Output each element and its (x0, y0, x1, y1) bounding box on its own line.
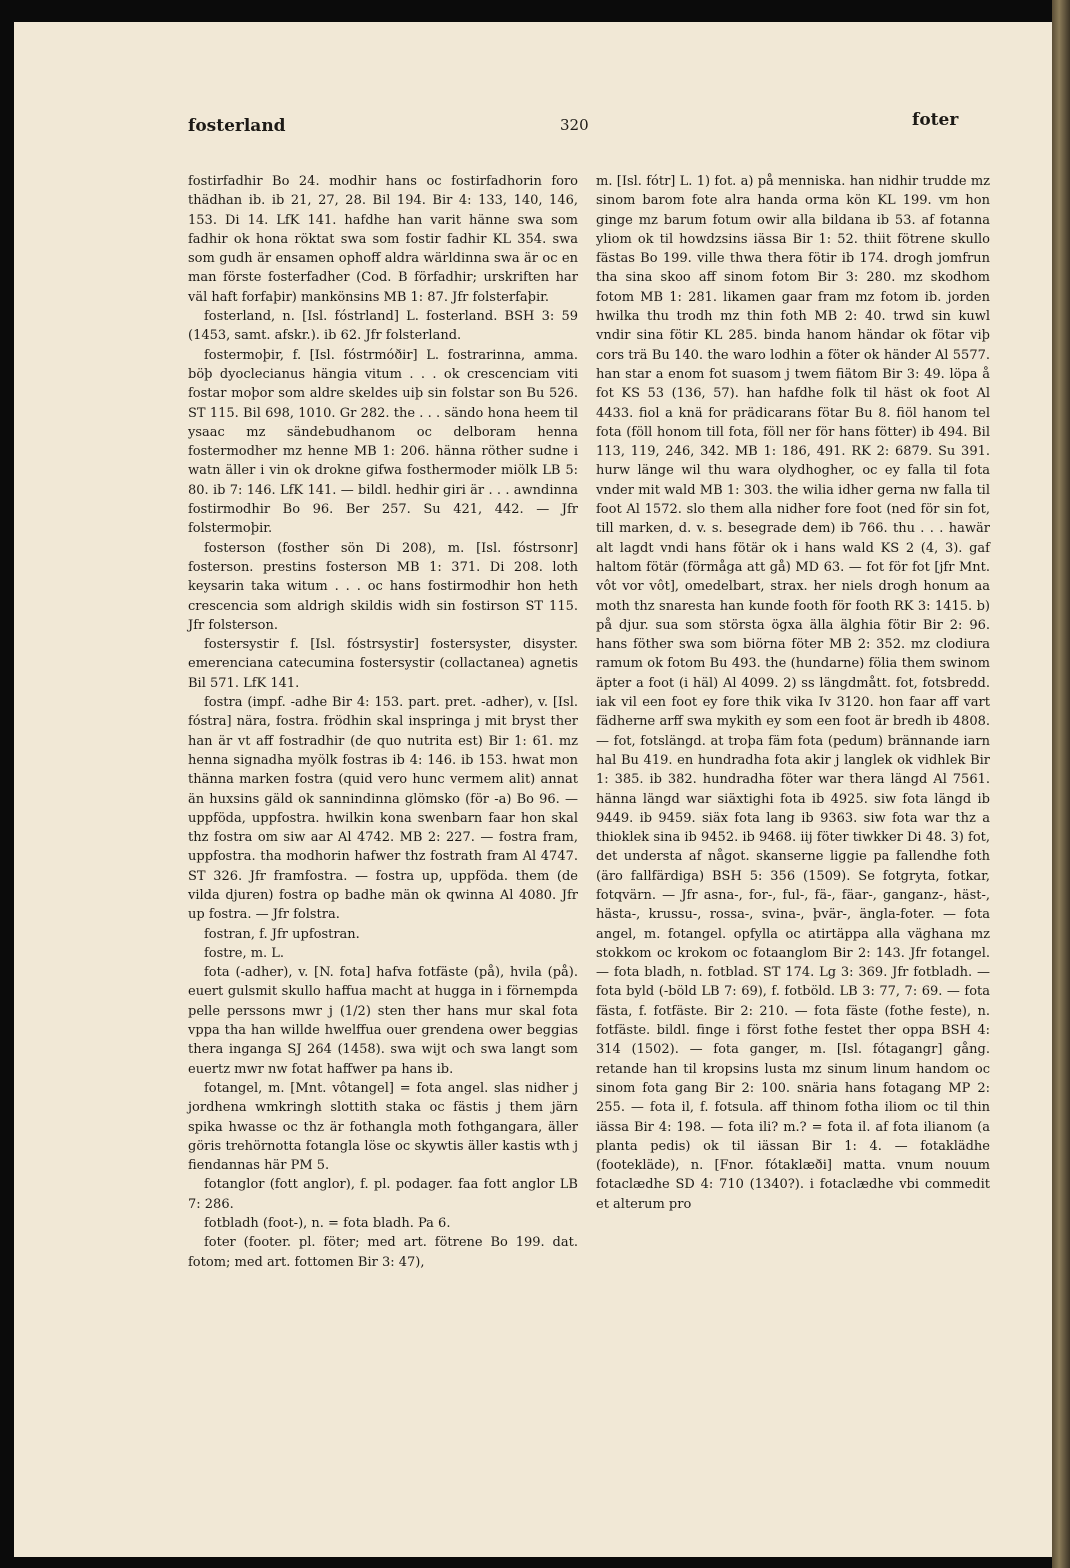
entry-fota: fota (-adher), v. [N. fota] hafva fotfäste (på), hvila (på). euert gulsmit skullo haffua macht at hugga in i förnempda pelle perssons mwr j (1/2) sten ther hans mur skal fota vppa tha han willde hwelffua ouer grendena ower beggias thera inganga SJ 264 (1458). swa wijt och swa langt som euertz mwr nw fotat haffwer pa hans ib. (188, 965, 578, 1077)
entry-fostre: fostre, m. L. (204, 945, 285, 961)
entry-fostersystir: fostersystir f. [Isl. fóstrsystir] fostersyster, disyster. emerenciana catecumina fostersystir (collactanea) agnetis Bil 571. LfK 141. (188, 637, 578, 691)
header-left-word: fosterland (188, 116, 286, 136)
entry-fostermodir: fostermoþir, f. [Isl. fóstrmóðir] L. fostrarinna, amma. böþ dyoclecianus hängia vitum . . . ok crescenciam viti fostar moþor som aldre skeldes uiþ sin folstar son Bu 526. ST 115. Bil 698, 1010. Gr 282. the . . . sändo hona heem til ysaac mz sändebudhanom oc delboram henna fostermodher mz henne MB 1: 206. hänna röther sudne i watn äller i vin ok drokne gifwa fosthermoder miölk LB 5: 80. ib 7: 146. LfK 141. — bildl. hedhir giri är . . . awndinna fostirmodhir Bo 96. Ber 257. Su 421, 442. — Jfr folstermoþir. (188, 347, 578, 537)
left-column (188, 172, 578, 1272)
page-number: 320 (560, 116, 589, 134)
entry-fotangel: fotangel, m. [Mnt. vôtangel] = fota angel. slas nidher j jordhena wmkringh slottith staka oc fästis j them järn spika hwasse oc thz är fothangla moth fothgangara, äller göris trehörnotta fotangla löse oc skywtis äller kastis wth j fiendannas här PM 5. (188, 1080, 578, 1174)
entry-fosterson: fosterson (fosther sön Di 208), m. [Isl. fóstrsonr] fosterson. prestins fosterson MB 1: 371. Di 208. loth keysarin taka witum . . . oc hans fostirmodhir hon heth crescencia som aldrigh skildis widh sin fostirson ST 115. Jfr folsterson. (188, 540, 578, 633)
header-right-word: foter (912, 110, 959, 130)
entry-fosterland: fosterland, n. [Isl. fóstrland] L. fosterland. BSH 3: 59 (1453, samt. afskr.). ib 62. Jfr folsterland. (188, 309, 578, 344)
entry-fotanglor: fotanglor (fott anglor), f. pl. podager. faa fott anglor LB 7: 286. (188, 1177, 578, 1212)
entry-foter: foter (footer. pl. föter; med art. fötrene Bo 199. dat. fotom; med art. fottomen Bir 3: 47), (188, 1235, 578, 1270)
entry-fotbladh: fotbladh (foot-), n. = fota bladh. Pa 6. (204, 1216, 451, 1232)
entry-fostra: fostra (impf. -adhe Bir 4: 153. part. pret. -adher), v. [Isl. fóstra] nära, fostra. frödhin skal inspringa j mit bryst ther han är vt aff fostradhir (de quo nutrita est) Bir 1: 61. mz henna signadha myölk fostras ib 4: 146. ib 153. hwat mon thänna marken fostra (quid vero hunc vermem alit) annat än huxsins gäld ok sannindinna glömsko (för -a) Bo 96. — uppföda, uppfostra. hwilkin kona swenbarn faar hon skal thz fostra om siw aar Al 4742. MB 2: 227. — fostra fram, uppfostra. tha modhorin hafwer thz fostrath fram Al 4747. ST 326. Jfr framfostra. — fostra up, uppföda. them (de vilda djuren) fostra op badhe män ok qwinna Al 4080. Jfr up fostra. — Jfr folstra. (188, 695, 578, 923)
right-column (596, 172, 990, 1214)
entry-fostran: fostran, f. Jfr upfostran. (204, 926, 360, 942)
entry-foter-continued: m. [Isl. fótr] L. 1) fot. a) på menniska. han nidhir trudde mz sinom barom fote alra handa orma kön KL 199. vm hon ginge mz barum fotum owir alla bildana ib 53. af fotanna yliom ok til howdzsins iässa Bir 1: 52. thiit fötrene skullo fästas Bo 199. ville thwa thera fötir ib 174. drogh jomfrun tha sina skoo aff sinom fotom Bir 3: 280. mz skodhom fotom MB 1: 281. likamen gaar fram mz fotom ib. jorden hwilka thu trodh mz thin foth MB 2: 40. trwd sin kuwl vndir sina fötir KL 285. binda hanom händar ok fötar viþ cors trä Bu 140. the waro lodhin a föter ok händer Al 5577. han star a enom fot suasom j twem fiätom Bir 3: 49. löpa å fot KS 53 (136, 57). han hafdhe folk til häst ok foot Al 4433. fiol a knä for prädicarans fötar Bu 8. fiöl hanom tel fota (föll honom till fota, föll ner för hans fötter) ib 494. Bil 113, 119, 246, 342. MB 1: 186, 491. RK 2: 6879. Su 391. hurw länge wil thu wara olydhogher, oc ey falla til fota vnder mit wald MB 1: 303. the wilia idher gerna nw falla til foot Al 1572. slo them alla nidher fore foot (ned för sin fot, till marken, d. v. s. besegrade dem) ib 766. thu . . . hawär alt lagdt vndi hans fötär ok i hans wald KS 2 (4, 3). gaf haltom fötär (förmåga att gå) MD 63. — fot för fot [jfr Mnt. vôt vor vôt], omedelbart, strax. her niels drogh honum aa moth thz snaresta han kunde footh för footh RK 3: 1415. b) på djur. sua som största ögxa älla älghia fötir Bir 2: 96. hans föther swa som biörna föter MB 2: 352. mz clodiura ramum ok fotom Bu 493. the (hundarne) fölia them swinom äpter a foot (i häl) Al 4099. 2) ss längdmått. fot, fotsbredd. iak vil een foot ey fore thik vika Iv 3120. hon faar aff vart fädherne arff swa mykith ey som een foot är bredh ib 4808. — fot, fotslängd. at troþa fäm fota (pedum) brännande iarn hal Bu 419. en hundradha fota akir j langlek ok vidhlek Bir 1: 385. ib 382. hundradha föter war thera längd Al 7561. hänna längd war siäxtighi fota ib 4925. siw fota längd ib 9449. ib 9459. siäx fota lang ib 9363. siw fota war thz a thioklek sina ib 9452. ib 9468. iij föter tiwkker Di 48. 3) fot, det understa af något. skanserne liggie pa fallendhe foth (äro fallfärdiga) BSH 5: 356 (1509). Se fotgryta, fotkar, fotqvärn. — Jfr asna-, for-, ful-, fä-, fäar-, ganganz-, häst-, hästa-, krussu-, rossa-, svina-, þvär-, ängla-foter. — fota angel, m. fotangel. opfylla oc atirtäppa alla väghana mz stokkom oc krokom oc fotaanglom Bir 2: 143. Jfr fotangel. — fota bladh, n. fotblad. ST 174. Lg 3: 369. Jfr fotbladh. — fota byld (-böld LB 7: 69), f. fotböld. LB 3: 77, 7: 69. — fota fästa, f. fotfäste. Bir 2: 210. — fota fäste (fothe feste), n. fotfäste. bildl. finge i först fothe festet ther oppa BSH 4: 314 (1502). — fota ganger, m. [Isl. fótagangr] gång. retande han til kropsins lusta mz sinum linum handom oc sinom fota gang Bir 2: 100. snäria hans fotagang MP 2: 255. — fota il, f. fotsula. aff thinom fotha iliom oc til thin iässa Bir 4: 198. — fota ili? m.? = fota il. af fota ilianom (a planta pedis) ok til iässan Bir 1: 4. — fotaklädhe (footekläde), n. [Fnor. fótaklæði] matta. vnum nouum fotaclædhe SD 4: 710 (1340?). i fotaclædhe vbi commedit et alterum pro (596, 174, 990, 1212)
page-edge-shadow (1052, 0, 1070, 1568)
entry-text: fostirfadhir Bo 24. modhir hans oc fostirfadhorin foro thädhan ib. ib 21, 27, 28. Bil 194. Bir 4: 133, 140, 146, 153. Di 14. LfK 141. hafdhe han varit hänne swa som fadhir ok hona röktat swa som fostir fadhir KL 354. swa som gudh är ensamen ophoff aldra wärldinna swa är oc en man förste fosterfadher (Cod. B förfadhir; urskriften har väl haft forfaþir) mankönsins MB 1: 87. Jfr folsterfaþir. (188, 174, 578, 305)
